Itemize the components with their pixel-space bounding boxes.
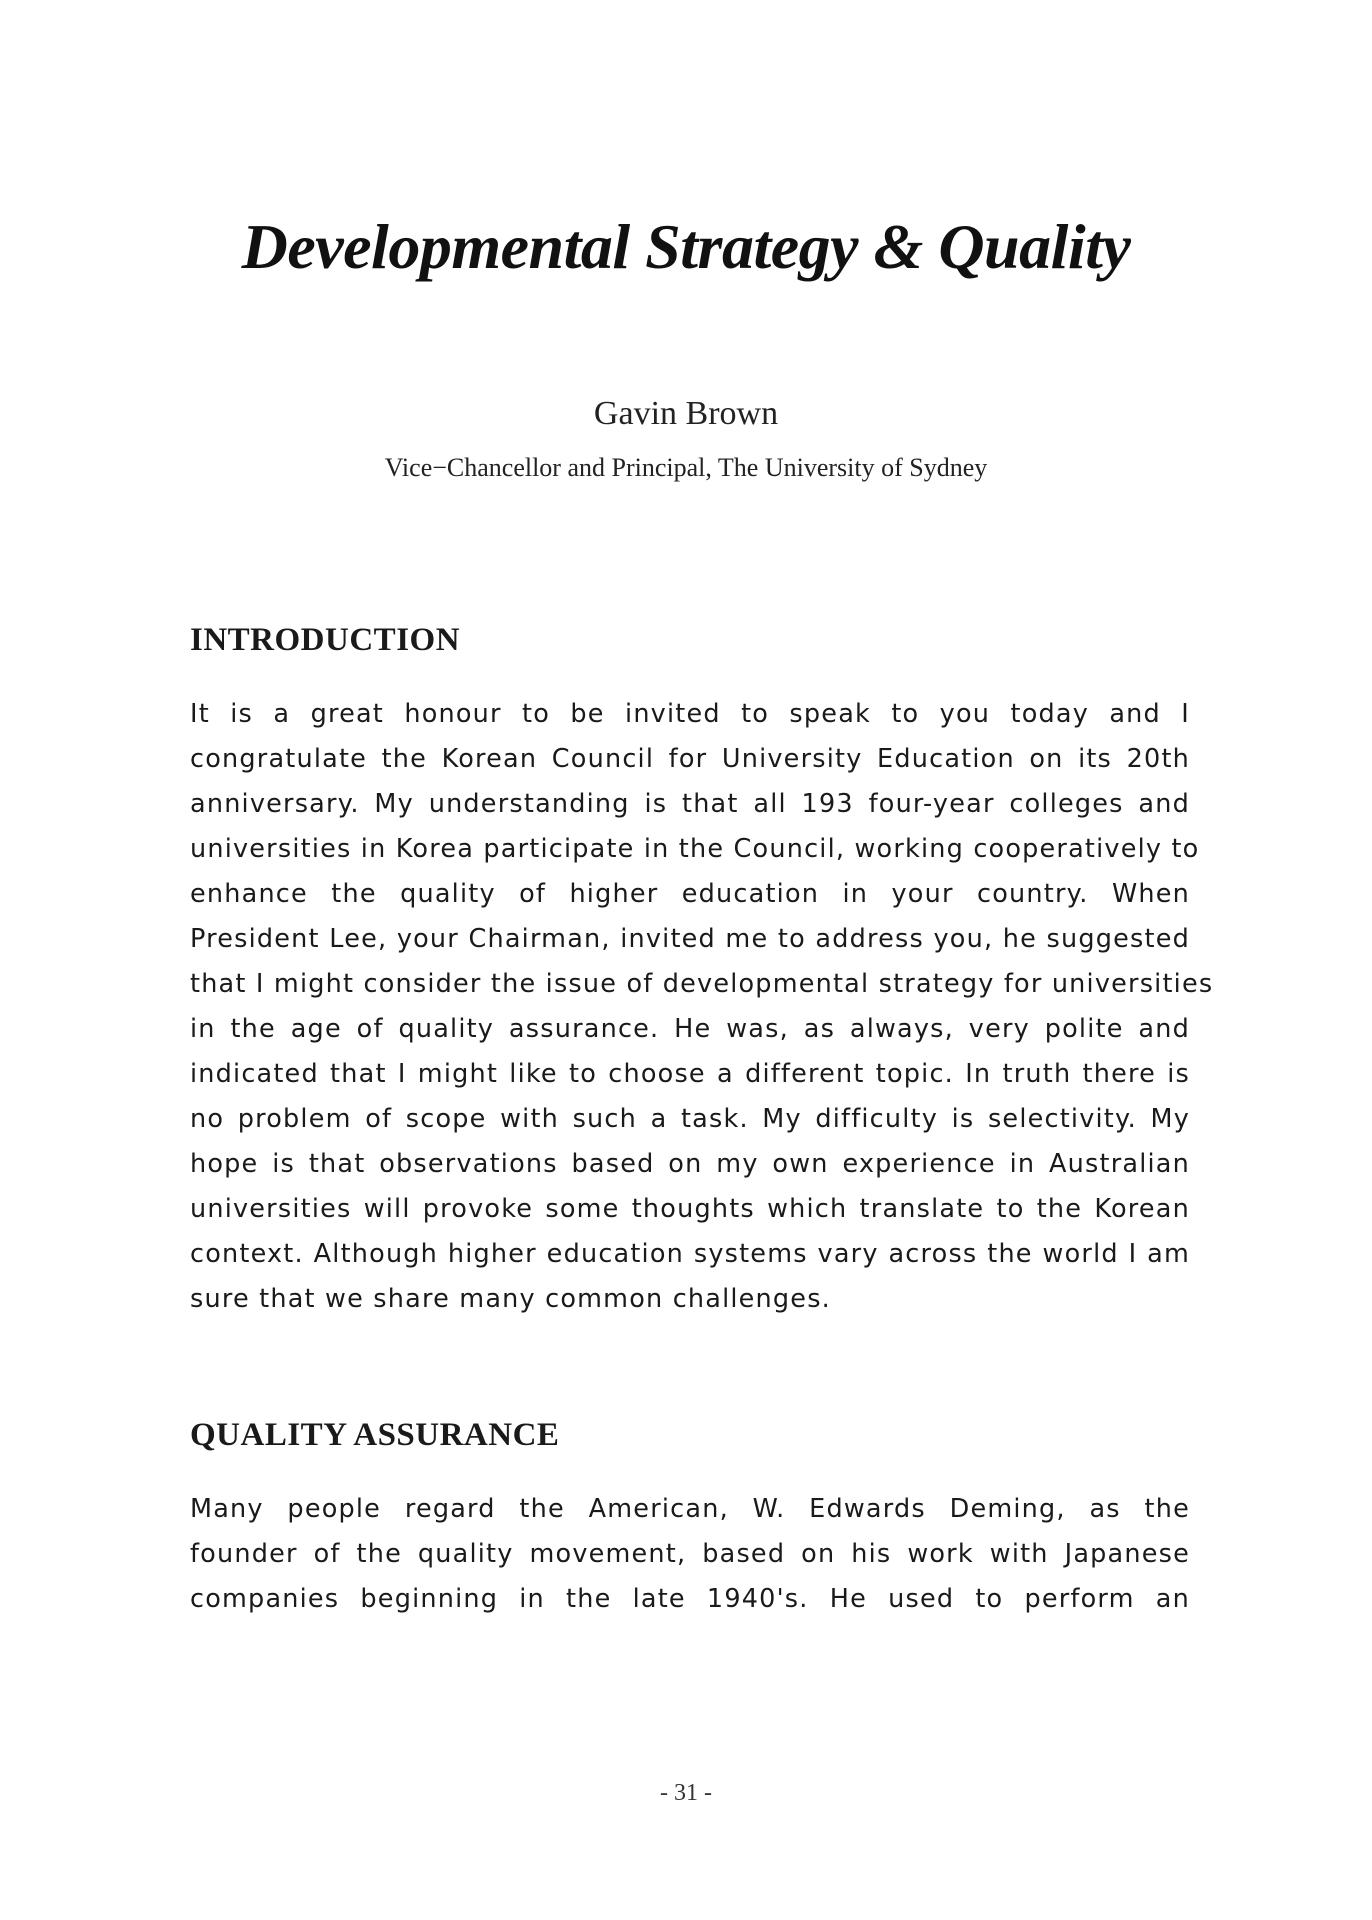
section-heading-introduction: INTRODUCTION [190, 622, 461, 658]
quality-assurance-paragraph [190, 1487, 1190, 1622]
introduction-paragraph [190, 692, 1214, 1322]
paragraph-line: no problem of scope with such a task. My difficulty is selectivity. My [190, 1104, 1190, 1134]
paragraph-line: universities will provoke some thoughts which translate to the Korean [190, 1194, 1190, 1224]
paragraph-line: indicated that I might like to choose a different topic. In truth there is [190, 1059, 1190, 1089]
author-name: Gavin Brown [593, 395, 779, 432]
paragraph-line: It is a great honour to be invited to speak to you today and I [190, 699, 1190, 729]
paragraph-line: enhance the quality of higher education in your country. When [190, 879, 1190, 909]
section-heading-quality-assurance: QUALITY ASSURANCE [190, 1417, 560, 1453]
paragraph-line: universities in Korea participate in the Council, working cooperatively to [190, 834, 1200, 864]
paragraph-line: founder of the quality movement, based on his work with Japanese [190, 1539, 1190, 1569]
author-affiliation: Vice−Chancellor and Principal, The University of Sydney [384, 453, 988, 482]
paragraph-line: in the age of quality assurance. He was, as always, very polite and [190, 1014, 1190, 1044]
paragraph-line: hope is that observations based on my own experience in Australian [190, 1149, 1190, 1179]
paragraph-line: context. Although higher education systems vary across the world I am [190, 1239, 1190, 1269]
paragraph-line: that I might consider the issue of developmental strategy for universities [190, 969, 1214, 999]
document-title: Developmental Strategy & Quality [241, 211, 1131, 282]
page-number: - 31 - [660, 1780, 712, 1806]
paragraph-line: Many people regard the American, W. Edwards Deming, as the [190, 1494, 1190, 1524]
paragraph-line: congratulate the Korean Council for University Education on its 20th [190, 744, 1190, 774]
paragraph-line: anniversary. My understanding is that all 193 four-year colleges and [190, 789, 1190, 819]
paragraph-line: President Lee, your Chairman, invited me to address you, he suggested [190, 924, 1190, 954]
paragraph-line: companies beginning in the late 1940's. He used to perform an [190, 1584, 1190, 1614]
paragraph-line: sure that we share many common challenges. [190, 1284, 831, 1314]
